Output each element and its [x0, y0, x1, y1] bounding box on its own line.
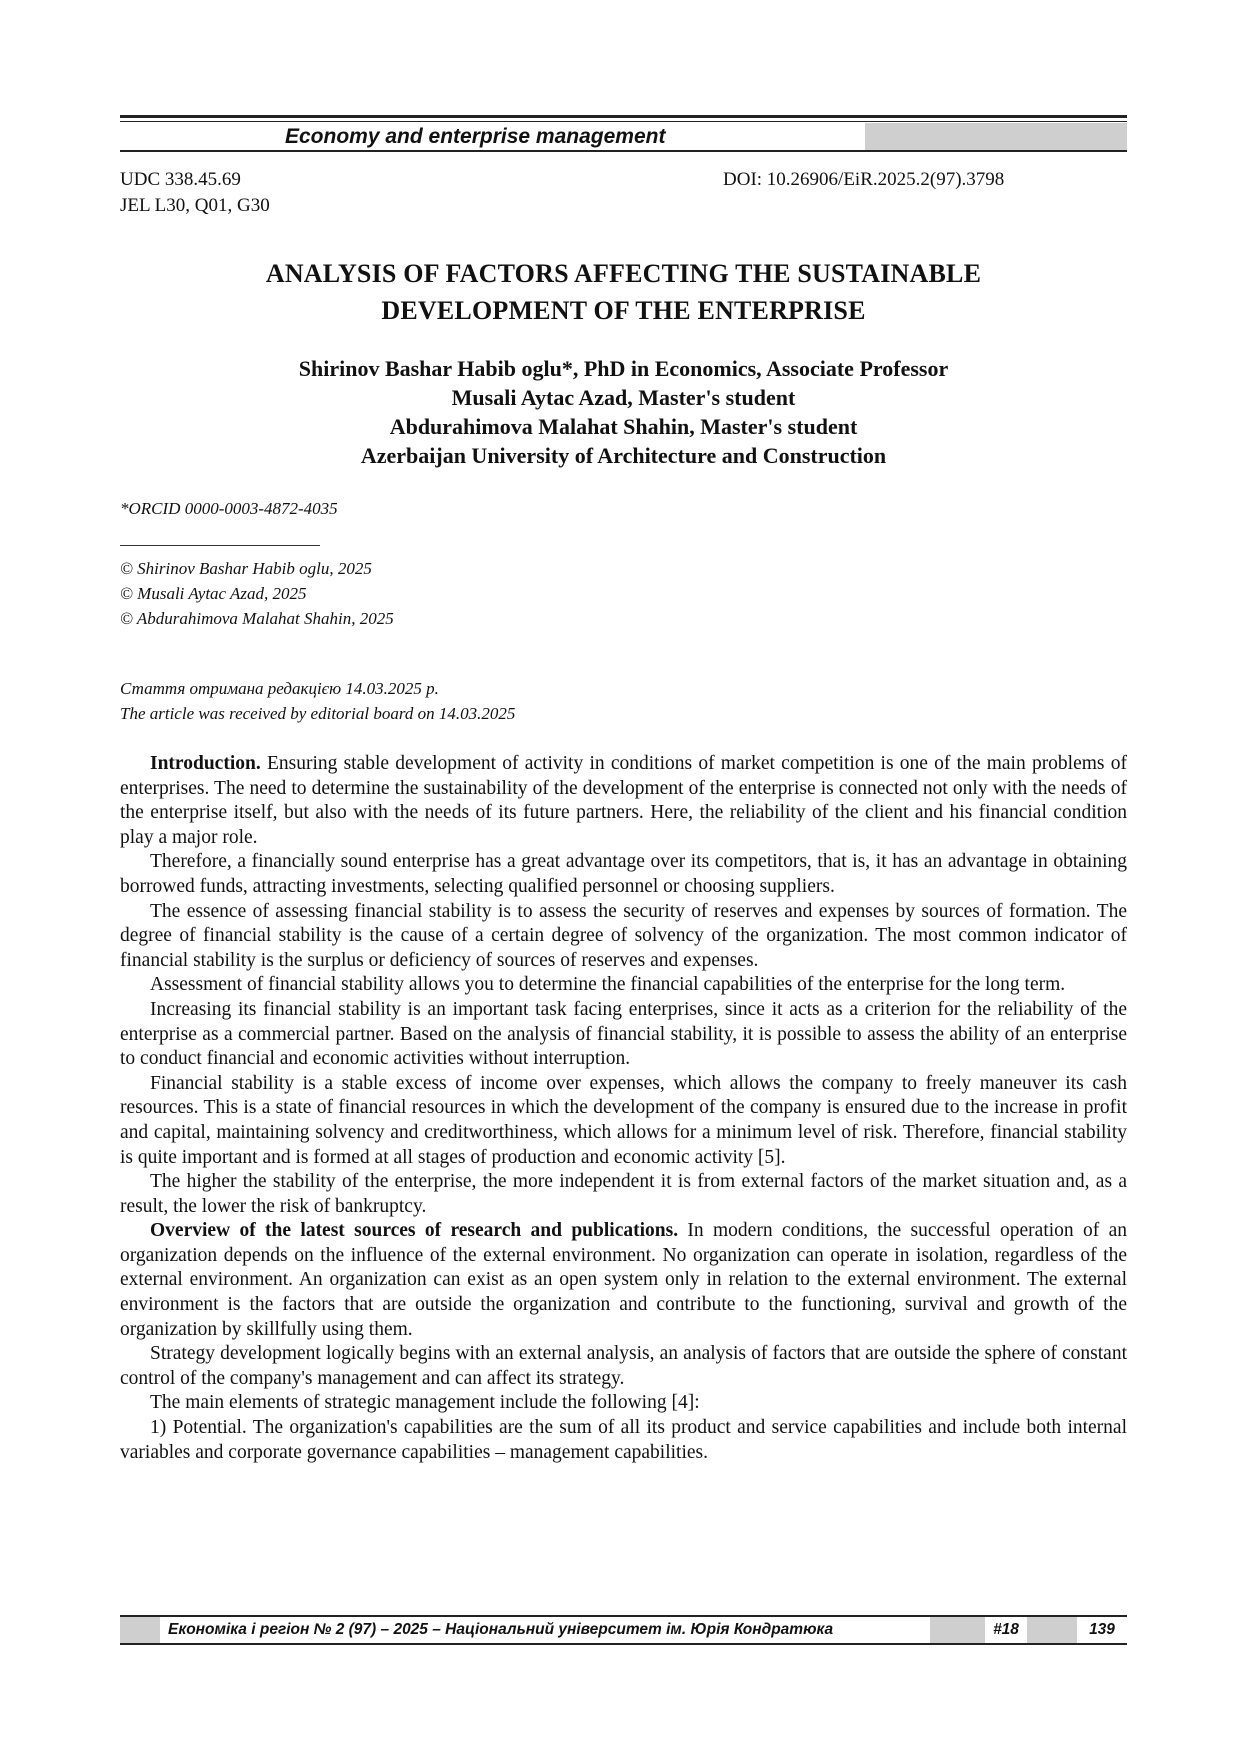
header-rule: [120, 150, 1127, 152]
footer-shade: [120, 1617, 160, 1643]
section-heading: Overview of the latest sources of research and publications.: [150, 1220, 679, 1242]
received-uk: Стаття отримана редакцією 14.03.2025 р.: [120, 679, 439, 698]
author-line: Musali Aytac Azad, Master's student: [451, 385, 796, 410]
paragraph: The essence of assessing financial stability is to assess the security of reserves and expenses by sources of formation. The degree of financial stability is the cause of a certain degree of solvency of the organization. The most common indicator of financial stability is the surplus or deficiency of sources of reserves and expenses.: [120, 900, 1127, 971]
udc-code: UDC 338.45.69: [120, 169, 241, 190]
copyright-line: © Shirinov Bashar Habib oglu, 2025: [120, 559, 372, 578]
paragraph: Financial stability is a stable excess of income over expenses, which allows the company to freely maneuver its cash resources. This is a state of financial resources in which the development of the company is ensured due to the increase in profit and capital, maintaining solvency and creditworthiness, which allows for a minimum level of risk. Therefore, financial stability is quite important and is formed at all stages of production and economic activity [5].: [120, 1072, 1127, 1168]
header-bar: [120, 123, 1127, 150]
paragraph: The main elements of strategic management include the following [4]:: [150, 1392, 700, 1414]
affiliation: Azerbaijan University of Architecture and Construction: [360, 443, 887, 468]
received-en: The article was received by editorial board on 14.03.2025: [120, 704, 516, 723]
footer-shade: [930, 1617, 985, 1643]
footer-bar: [120, 1617, 1127, 1643]
issue-number: #18: [993, 1621, 1019, 1638]
doi: DOI: 10.26906/EiR.2025.2(97).3798: [723, 169, 1005, 190]
footnote-separator: [120, 545, 320, 546]
orcid: *ORCID 0000-0003-4872-4035: [120, 499, 338, 518]
running-header: [120, 115, 1127, 152]
paragraph: Overview of the latest sources of research and publications. In modern conditions, the successful operation of an organization depends on the influence of the external environment. No organization can operate in isolation, regardless of the external environment. An organization can exist as an open system only in relation to the external environment. The external environment is the factors that are outside the organization and contribute to the functioning, survival and growth of the organization by skillfully using them.: [120, 1220, 1127, 1340]
header-rule: [120, 115, 1127, 118]
paragraph: Increasing its financial stability is an important task facing enterprises, since it acts as a criterion for the reliability of the enterprise as a commercial partner. Based on the analysis of financial stability, it is possible to assess the ability of an enterprise to conduct financial and economic activities without interruption.: [120, 998, 1127, 1070]
copyright-line: © Musali Aytac Azad, 2025: [120, 584, 307, 603]
running-footer: [120, 1615, 1127, 1645]
paragraph: Assessment of financial stability allows you to determine the financial capabilities of the enterprise for the long term.: [150, 974, 1066, 996]
title-line: ANALYSIS OF FACTORS AFFECTING THE SUSTAINABLE: [265, 259, 982, 288]
title-line: DEVELOPMENT OF THE ENTERPRISE: [381, 296, 866, 325]
journal-name: Економіка і регіон № 2 (97) – 2025 – Національний університет ім. Юрія Кондратюка: [168, 1621, 834, 1638]
paragraph: The higher the stability of the enterprise, the more independent it is from external factors of the market situation and, as a result, the lower the risk of bankruptcy.: [120, 1171, 1127, 1217]
paragraph: 1) Potential. The organization's capabilities are the sum of all its product and service capabilities and include both internal variables and corporate governance capabilities – management capabilities.: [120, 1417, 1127, 1463]
author-block: [120, 354, 1127, 470]
paragraph: Therefore, a financially sound enterprise has a great advantage over its competitors, that is, it has an advantage in obtaining borrowed funds, attracting investments, selecting qualified personnel or choosing suppliers.: [120, 851, 1127, 897]
section-heading: Introduction.: [150, 753, 261, 774]
received-note: [120, 676, 515, 726]
copyright-block: [120, 556, 394, 631]
header-rule: [120, 121, 1127, 122]
copyright-line: © Abdurahimova Malahat Shahin, 2025: [120, 609, 394, 628]
footer-shade: [1027, 1617, 1077, 1643]
section-title: Economy and enterprise management: [285, 125, 666, 148]
paragraph: Introduction. Ensuring stable development of activity in conditions of market competition is one of the main problems of enterprises. The need to determine the sustainability of the development of the enterprise is connected not only with the needs of the enterprise itself, but also with the needs of its future partners. Here, the reliability of the client and his financial condition play a major role.: [120, 753, 1127, 848]
jel-code: JEL L30, Q01, G30: [120, 195, 270, 216]
header-shade: [865, 123, 1127, 150]
article-title: [120, 255, 1127, 329]
article-body: [120, 752, 1127, 1465]
paragraph: Strategy development logically begins with an external analysis, an analysis of factors that are outside the sphere of constant control of the company's management and can affect its strategy.: [120, 1343, 1127, 1389]
page-number: 139: [1089, 1621, 1115, 1638]
footer-rule: [120, 1643, 1127, 1645]
author-line: Shirinov Bashar Habib oglu*, PhD in Economics, Associate Professor: [298, 356, 949, 381]
author-line: Abdurahimova Malahat Shahin, Master's student: [389, 414, 858, 439]
